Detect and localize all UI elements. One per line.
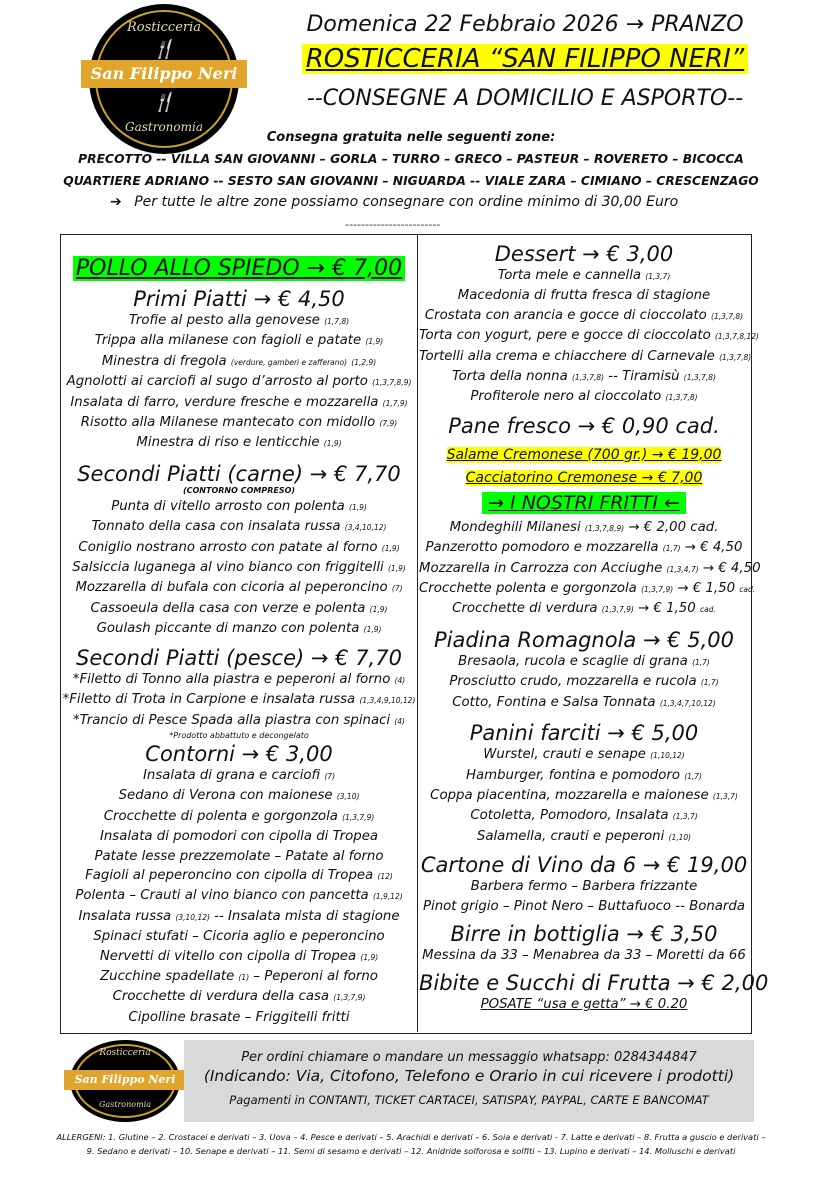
item-name: Agnolotti ai carciofi al sugo d’arrosto al porto	[66, 374, 368, 390]
allergen-codes: (1,7)	[700, 678, 719, 688]
item-name: Torta con yogurt, pere e gocce di cioccolato	[419, 328, 711, 344]
menu-item	[62, 413, 416, 433]
payments-line: Pagamenti in CONTANTI, TICKET CARTACEI, SATISPAY, PAYPAL, CARTE E BANCOMAT	[229, 1093, 709, 1107]
item-name: -- Insalata mista di stagione	[214, 908, 400, 924]
allergen-codes: (1,9)	[387, 564, 406, 574]
item-name: Hamburger, fontina e pomodoro	[466, 767, 680, 783]
item-name: Crocchette polenta e gorgonzola	[419, 581, 637, 597]
allergens-line-1: ALLERGENI: 1. Glutine – 2. Crostacei e derivati – 3. Uova – 4. Pesce e derivati – 5. Arachidi e derivati – 6. Soia e derivati - 7. Latte e derivati – 8. Frutta a guscio e derivati –	[56, 1132, 766, 1142]
panini-list	[419, 745, 749, 847]
allergen-codes: (3,4,10,12)	[344, 523, 387, 533]
allergen-codes: (1,3,4,7)	[666, 564, 699, 574]
menu-item	[62, 711, 416, 731]
price-unit: cad.	[699, 605, 716, 615]
allergen-codes: (3,10)	[336, 792, 360, 802]
pollo-spiedo-heading: POLLO ALLO SPIEDO → € 7,00	[73, 256, 405, 281]
menu-item	[419, 579, 756, 599]
zones-line-2: QUARTIERE ADRIANO -- SESTO SAN GIOVANNI – NIGUARDA -- VIALE ZARA – CIMIANO – CRESCENZAGO	[63, 174, 759, 188]
allergen-codes: (1,3,4,7,10,12)	[659, 698, 716, 708]
menu-item	[419, 806, 749, 826]
item-name: Goulash piccante di manzo con polenta	[96, 621, 360, 637]
item-name: Cipolline brasate – Friggitelli fritti	[128, 1009, 350, 1025]
item-name: Salsiccia luganega al vino bianco con friggitelli	[72, 560, 384, 576]
abbattuto-note: *Prodotto abbattuto e decongelato	[169, 730, 309, 740]
item-name: Insalata di farro, verdure fresche e mozzarella	[70, 394, 379, 410]
allergen-codes: (1,3,7,8)	[571, 373, 605, 383]
allergen-codes: (3,10,12)	[175, 912, 210, 922]
item-name: Bresaola, rucola e scaglie di grana	[458, 653, 688, 669]
logo-banner: San Filippo Neri	[64, 1070, 186, 1090]
menu-item	[419, 559, 761, 579]
menu-item	[62, 967, 416, 987]
footer-logo	[70, 1040, 180, 1122]
vino-line-2: Pinot grigio – Pinot Nero – Buttafuoco -- Bonarda	[423, 898, 745, 914]
restaurant-title: ROSTICCERIA “SAN FILIPPO NERI”	[302, 44, 749, 74]
menu-item	[62, 599, 416, 619]
vino-heading: Cartone di Vino da 6 → € 19,00	[420, 853, 748, 878]
pane-heading: Pane fresco → € 0,90 cad.	[448, 413, 720, 438]
item-name: Insalata di grana e carciofi	[143, 767, 321, 783]
item-name: *Trancio di Pesce Spada alla piastra con spinaci	[73, 712, 391, 728]
item-name: Insalata di pomodori con cipolla di Tropea	[99, 829, 379, 845]
logo-top-text: Rosticceria	[99, 1048, 151, 1058]
allergen-codes: (7,9)	[379, 419, 398, 429]
allergen-codes: (1,10)	[668, 832, 692, 842]
price-unit: cad.	[739, 585, 756, 595]
footer-box	[184, 1040, 754, 1122]
item-name: Minestra di fregola	[101, 353, 227, 369]
item-name: Punta di vitello arrosto con polenta	[111, 498, 345, 514]
menu-item	[419, 693, 749, 713]
allergen-codes: (1,9)	[323, 439, 342, 449]
menu-item	[62, 807, 416, 827]
allergen-codes: (1,7)	[692, 657, 710, 667]
menu-item	[419, 367, 749, 387]
allergen-codes: (1,3,7,9)	[342, 812, 375, 822]
fork-knife-icon: 🍴	[152, 39, 176, 60]
menu-item	[62, 987, 416, 1007]
allergen-codes: (1,7,9)	[382, 398, 408, 408]
piadina-list	[419, 652, 749, 713]
menu-item	[419, 599, 749, 619]
allergen-codes: (4)	[394, 716, 405, 726]
menu-item	[62, 886, 416, 906]
item-price: → € 4,50	[684, 540, 743, 556]
item-detail: (verdure, gamberi e zafferano)	[230, 357, 348, 367]
zones-intro: Consegna gratuita nelle seguenti zone:	[266, 130, 556, 145]
carne-heading: Secondi Piatti (carne) → € 7,70	[77, 461, 401, 486]
dessert-list	[419, 266, 759, 408]
item-name: Tortelli alla crema e chiacchere di Carnevale	[419, 348, 715, 364]
date-line: Domenica 22 Febbraio 2026 → PRANZO	[306, 12, 744, 37]
allergen-codes: (1,3,7,8,9)	[584, 523, 625, 533]
menu-item	[62, 393, 416, 413]
item-name: Risotto alla Milanese mantecato con midollo	[80, 415, 376, 431]
salame-line: Salame Cremonese (700 gr.) → € 19,00	[446, 446, 722, 463]
allergen-codes: (1,3,4,9,10,12)	[359, 696, 416, 706]
allergen-codes: (7)	[324, 771, 335, 781]
allergen-codes: (1,9,12)	[372, 892, 403, 902]
item-name: Nervetti di vitello con cipolla di Tropea	[99, 948, 357, 964]
menu-item	[419, 286, 749, 305]
allergen-codes: (1,7)	[684, 771, 702, 781]
logo-bottom-text: Gastronomia	[124, 120, 203, 134]
menu-item	[62, 558, 416, 578]
menu-item	[62, 786, 416, 806]
dessert-heading: Dessert → € 3,00	[494, 242, 674, 266]
pesce-heading: Secondi Piatti (pesce) → € 7,70	[76, 645, 402, 670]
item-name: Fagioli al peperoncino con cipolla di Tropea	[85, 867, 374, 883]
allergen-codes: (1,3,7,9)	[641, 585, 674, 595]
item-price: → € 2,00 cad.	[628, 519, 719, 535]
menu-item	[419, 538, 749, 558]
allergen-codes: (1,2,9)	[351, 357, 377, 367]
item-name: – Peperoni al forno	[253, 968, 378, 984]
arrow-icon: ➔	[110, 194, 122, 210]
menu-item	[62, 827, 416, 846]
menu-item	[62, 690, 416, 710]
pesce-list	[62, 670, 416, 731]
allergen-codes: (1)	[238, 972, 250, 982]
logo-banner: San Filippo Neri	[81, 60, 247, 88]
bibite-heading: Bibite e Succhi di Frutta → € 2,00	[419, 971, 769, 996]
menu-item	[419, 766, 749, 786]
allergen-codes: (1,7,8)	[324, 317, 350, 326]
menu-item	[419, 745, 749, 765]
item-name: Mondeghili Milanesi	[449, 519, 581, 535]
menu-item	[419, 652, 749, 672]
allergen-codes: (1,9)	[381, 543, 400, 553]
contorno-note: (CONTORNO COMPRESO)	[182, 485, 296, 495]
item-name: Minestra di riso e lenticchie	[136, 435, 320, 451]
item-name: Sedano di Verona con maionese	[118, 788, 333, 804]
item-price: → € 1,50	[638, 601, 696, 617]
item-name: Crostata con arancia e gocce di cioccolato	[424, 307, 707, 323]
menu-item	[419, 326, 759, 346]
item-name: Trippa alla milanese con fagioli e patate	[94, 333, 362, 349]
allergen-codes: (1,3,7,8)	[683, 373, 716, 383]
menu-item	[419, 786, 749, 806]
allergen-codes: (1,9)	[369, 604, 388, 614]
allergen-codes: (1,10,12)	[650, 751, 685, 761]
menu-item	[419, 347, 752, 367]
allergen-codes: (7)	[391, 584, 403, 594]
menu-item	[62, 947, 416, 967]
allergen-codes: (1,3,7,8,12)	[714, 332, 759, 342]
item-name: Coppa piacentina, mozzarella e maionese	[430, 787, 709, 803]
item-name: -- Tiramisù	[608, 369, 680, 385]
birre-line: Messina da 33 – Menabrea da 33 – Moretti da 66	[422, 947, 746, 963]
item-name: Polenta – Crauti al vino bianco con pancetta	[75, 888, 369, 904]
item-name: Torta della nonna	[452, 369, 568, 385]
item-name: Trofie al pesto alla genovese	[128, 313, 320, 328]
allergen-codes: (1,9)	[360, 952, 379, 962]
item-name: Crocchette di verdura della casa	[112, 989, 330, 1005]
item-name: Macedonia di frutta fresca di stagione	[457, 288, 711, 304]
item-name: Patate lesse prezzemolate – Patate al forno	[94, 848, 384, 864]
menu-item	[62, 1008, 416, 1027]
vino-line-1: Barbera fermo – Barbera frizzante	[470, 879, 698, 895]
contorni-heading: Contorni → € 3,00	[145, 741, 333, 766]
item-name: *Filetto di Trota in Carpione e insalata russa	[62, 692, 356, 708]
item-name: Spinaci stufati – Cicoria aglio e peperoncino	[93, 929, 385, 945]
posate-line: POSATE “usa e getta” → € 0.20	[480, 997, 688, 1013]
menu-item	[62, 619, 416, 639]
allergen-codes: (1,3,7,8)	[665, 393, 698, 403]
item-name: Salamella, crauti e peperoni	[476, 828, 665, 844]
item-name: Zucchine spadellate	[100, 968, 235, 984]
menu-item	[419, 672, 749, 692]
panini-heading: Panini farciti → € 5,00	[469, 721, 699, 746]
item-name: Coniglio nostrano arrosto con patate al forno	[78, 539, 378, 555]
allergen-codes: (12)	[377, 871, 393, 881]
contorni-list	[62, 766, 416, 1027]
allergen-codes: (1,3,7,8)	[719, 352, 752, 362]
item-name: Profiterole nero al cioccolato	[470, 389, 662, 405]
allergen-codes: (1,3,7,8,9)	[372, 378, 412, 388]
menu-item	[62, 847, 416, 866]
item-name: Insalata russa	[78, 908, 172, 924]
menu-item	[62, 497, 416, 517]
logo-top-text: Rosticceria	[126, 20, 202, 35]
allergens-line-2: 9. Sedano e derivati – 10. Senape e derivati – 11. Semi di sesamo e derivati – 12. Anidride solforosa e solfiti – 13. Lupino e derivati – 14. Molluschi e derivati	[86, 1146, 736, 1156]
menu-item	[62, 433, 416, 453]
order-info-line: (Indicando: Via, Citofono, Telefono e Orario in cui ricevere i prodotti)	[203, 1067, 735, 1085]
item-name: Mozzarella di bufala con cicoria al peperoncino	[75, 580, 388, 596]
item-name: Torta mele e cannella	[497, 268, 642, 283]
menu-item	[62, 372, 416, 392]
fritti-heading: → I NOSTRI FRITTI ←	[482, 492, 686, 514]
allergen-codes: (1,7)	[662, 544, 681, 554]
menu-item	[62, 352, 416, 372]
item-name: Cotoletta, Pomodoro, Insalata	[470, 808, 669, 824]
menu-item	[419, 266, 749, 286]
divider: ------------------------	[345, 218, 441, 231]
fork-knife-icon: 🍴	[152, 92, 176, 113]
allergen-codes: (1,3,7)	[712, 791, 738, 801]
menu-item	[62, 670, 416, 690]
item-name: *Filetto di Tonno alla piastra e peperoni al forno	[72, 671, 391, 687]
item-name: Cotto, Fontina e Salsa Tonnata	[452, 694, 656, 710]
allergen-codes: (1,3,7,9)	[333, 993, 366, 1003]
fritti-list	[419, 518, 761, 620]
piadina-heading: Piadina Romagnola → € 5,00	[433, 627, 735, 652]
carne-list	[62, 497, 416, 640]
allergen-codes: (4)	[394, 675, 406, 685]
item-price: → € 4,50	[702, 560, 761, 576]
item-name: Mozzarella in Carrozza con Acciughe	[419, 560, 663, 576]
menu-item	[62, 578, 416, 598]
menu-item	[62, 766, 416, 786]
item-name: Wurstel, crauti e senape	[483, 747, 646, 763]
menu-item	[62, 331, 416, 351]
delivery-subtitle: --CONSEGNE A DOMICILIO E ASPORTO--	[306, 86, 744, 111]
right-column	[419, 236, 769, 1015]
menu-item	[62, 538, 416, 558]
primi-heading: Primi Piatti → € 4,50	[133, 287, 345, 311]
zones-line-1: PRECOTTO -- VILLA SAN GIOVANNI – GORLA – TURRO – GRECO – PASTEUR – ROVERETO – BICOCCA	[78, 152, 744, 166]
item-price: → € 1,50	[677, 581, 736, 597]
allergen-codes: (1,3,7)	[645, 272, 671, 281]
primi-list	[62, 311, 416, 454]
allergen-codes: (1,9)	[349, 502, 367, 512]
allergen-codes: (1,3,7)	[672, 812, 698, 822]
item-name: Cassoeula della casa con verze e polenta	[90, 600, 366, 616]
menu-item	[62, 517, 416, 537]
item-name: Crocchette di verdura	[452, 601, 598, 617]
cacciatorino-line: Cacciatorino Cremonese → € 7,00	[465, 469, 703, 486]
item-name: Panzerotto pomodoro e mozzarella	[425, 540, 659, 556]
menu-item	[62, 907, 416, 927]
menu-item	[419, 827, 749, 847]
menu-item	[62, 311, 416, 331]
menu-item	[62, 866, 416, 886]
allergen-codes: (1,3,7,9)	[601, 605, 634, 615]
column-divider	[417, 234, 418, 1032]
menu-item	[62, 927, 416, 946]
order-phone-line: Per ordini chiamare o mandare un messaggio whatsapp: 0284344847	[241, 1050, 697, 1065]
birre-heading: Birre in bottiglia → € 3,50	[450, 921, 718, 946]
menu-item	[419, 518, 749, 538]
item-name: Crocchette di polenta e gorgonzola	[103, 808, 338, 824]
other-zones-note: Per tutte le altre zone possiamo consegnare con ordine minimo di 30,00 Euro	[134, 194, 679, 210]
left-column	[62, 236, 416, 1027]
allergen-codes: (1,9)	[363, 625, 382, 635]
logo-bottom-text: Gastronomia	[98, 1100, 151, 1109]
item-name: Tonnato della casa con insalata russa	[91, 519, 341, 535]
item-name: Prosciutto crudo, mozzarella e rucola	[449, 674, 697, 690]
menu-item	[419, 306, 749, 326]
allergen-codes: (1,3,7,8)	[711, 311, 744, 321]
menu-item	[419, 387, 749, 407]
allergen-codes: (1,9)	[365, 337, 384, 347]
